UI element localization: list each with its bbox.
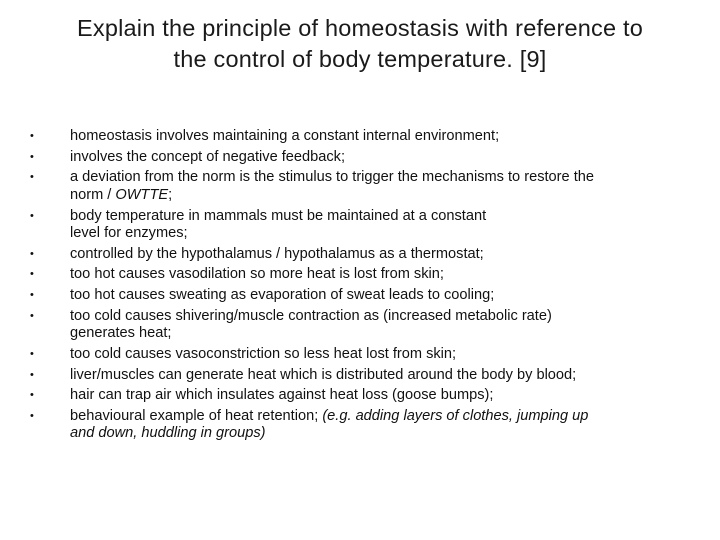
list-item (30, 128, 700, 145)
bullet-icon: • (30, 268, 34, 281)
bullet-icon: • (30, 171, 34, 184)
point-text-continued: level for enzymes; (70, 224, 188, 241)
point-text: too cold causes shivering/muscle contraction as (increased metabolic rate) (70, 307, 552, 324)
point-text: controlled by the hypothalamus / hypothalamus as a thermostat; (70, 245, 484, 262)
point-text: too cold causes vasoconstriction so less heat lost from skin; (70, 345, 457, 362)
list-item (30, 408, 700, 443)
point-text-italic: OWTTE (115, 186, 169, 203)
point-text-plain: behavioural example of heat retention; (70, 407, 323, 424)
bullet-icon: • (30, 389, 34, 402)
bullet-icon: • (30, 309, 34, 322)
list-item (30, 266, 700, 283)
point-text-plain: norm / (70, 186, 116, 203)
point-text-continued (70, 187, 700, 204)
point-text: a deviation from the norm is the stimulus to trigger the mechanisms to restore the (70, 169, 594, 186)
list-item (30, 169, 700, 204)
point-text: too hot causes sweating as evaporation of sweat leads to cooling; (70, 287, 495, 304)
list-item (30, 149, 700, 166)
bullet-icon: • (30, 247, 34, 260)
list-item (30, 367, 700, 384)
point-text-continued: and down, huddling in groups) (70, 425, 266, 442)
bullet-icon: • (30, 347, 34, 360)
list-item (30, 287, 700, 304)
point-text: involves the concept of negative feedback; (70, 148, 346, 165)
point-text-plain: ; (168, 186, 173, 203)
list-item (30, 308, 700, 343)
title-line-2: the control of body temperature. [9] (173, 46, 547, 72)
point-text: hair can trap air which insulates against heat loss (goose bumps); (70, 387, 494, 404)
bullet-icon: • (30, 289, 34, 302)
title-line-1: Explain the principle of homeostasis with reference to (77, 15, 643, 41)
point-text: body temperature in mammals must be maintained at a constant (70, 207, 487, 224)
list-item (30, 346, 700, 363)
point-text (70, 408, 700, 425)
answer-points-list (30, 128, 700, 446)
bullet-icon: • (30, 130, 34, 142)
list-item (30, 387, 700, 404)
bullet-icon: • (30, 409, 34, 422)
list-item (30, 208, 700, 243)
point-text: liver/muscles can generate heat which is distributed around the body by blood; (70, 366, 577, 383)
bullet-icon: • (30, 368, 34, 381)
bullet-icon: • (30, 209, 34, 222)
point-text: too hot causes vasodilation so more heat is lost from skin; (70, 266, 444, 283)
bullet-icon: • (30, 150, 34, 163)
slide-title (20, 13, 700, 75)
point-text: homeostasis involves maintaining a constant internal environment; (70, 128, 500, 144)
list-item (30, 246, 700, 263)
point-text-italic: (e.g. adding layers of clothes, jumping up (322, 407, 589, 424)
point-text-continued: generates heat; (70, 325, 172, 342)
